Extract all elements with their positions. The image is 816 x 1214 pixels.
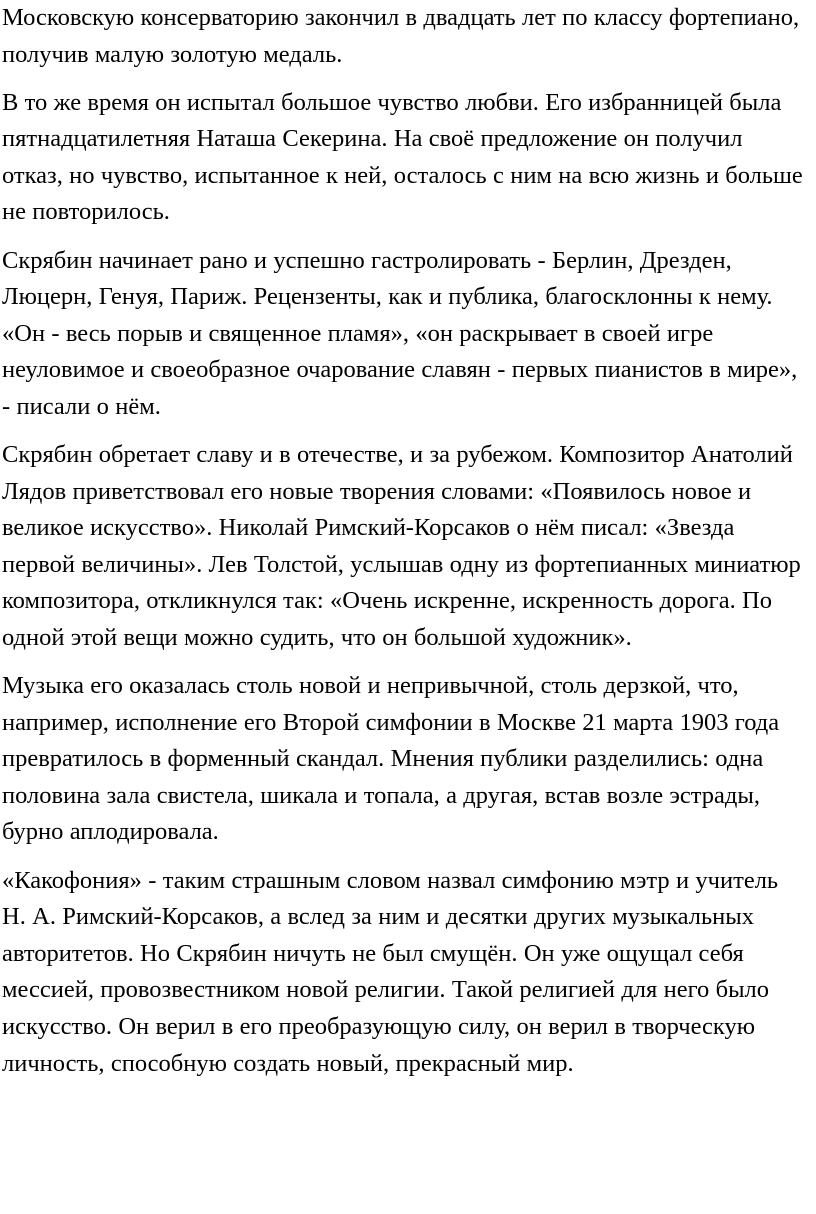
paragraph-fame: Скрябин обретает славу и в отечестве, и за рубежом. Композитор Анатолий Лядов приветствовал его новые творения словами: «Появилось новое и великое искусство». Николай Римский-Корсаков о нём писал: «Звезда первой величины». Лев Толстой, услышав одну из фортепианных миниатюр композитора, откликнулся так: «Очень искренне, искренность дорога. По одной этой вещи можно судить, что он большой художник».: [2, 441, 801, 651]
paragraph-tours: Скрябин начинает рано и успешно гастролировать - Берлин, Дрезден, Люцерн, Генуя, Париж. Рецензенты, как и публика, благосклонны к нему. «Он - весь порыв и священное пламя», «он раскрывает в своей игре неуловимое и своеобразное очарование славян - первых пианистов в мире», - писали о нём.: [2, 246, 798, 420]
paragraph-love: В то же время он испытал большое чувство любви. Его избранницей была пятнадцатилетняя Наташа Секерина. На своё предложение он получил отказ, но чувство, испытанное к ней, осталось с ним на всю жизнь и больше не повторилось.: [2, 88, 803, 226]
paragraph-second-symphony: Музыка его оказалась столь новой и непривычной, столь дерзкой, что, например, исполнение его Второй симфонии в Москве 21 марта 1903 года превратилось в форменный скандал. Мнения публики разделились: одна половина зала свистела, шикала и топала, а другая, встав возле эстрады, бурно аплодировала.: [2, 672, 780, 846]
paragraph-conservatory: Московскую консерваторию закончил в двадцать лет по классу фортепиано, получив малую золотую медаль.: [2, 4, 800, 68]
paragraph-cacophony: «Какофония» - таким страшным словом назвал симфонию мэтр и учитель Н. А. Римский-Корсаков, а вслед за ним и десятки других музыкальных авторитетов. Но Скрябин ничуть не был смущён. Он уже ощущал себя мессией, провозвестником новой религии. Такой религией для него было искусство. Он верил в его преобразующую силу, он верил в творческую личность, способную создать новый, прекрасный мир.: [2, 866, 779, 1077]
